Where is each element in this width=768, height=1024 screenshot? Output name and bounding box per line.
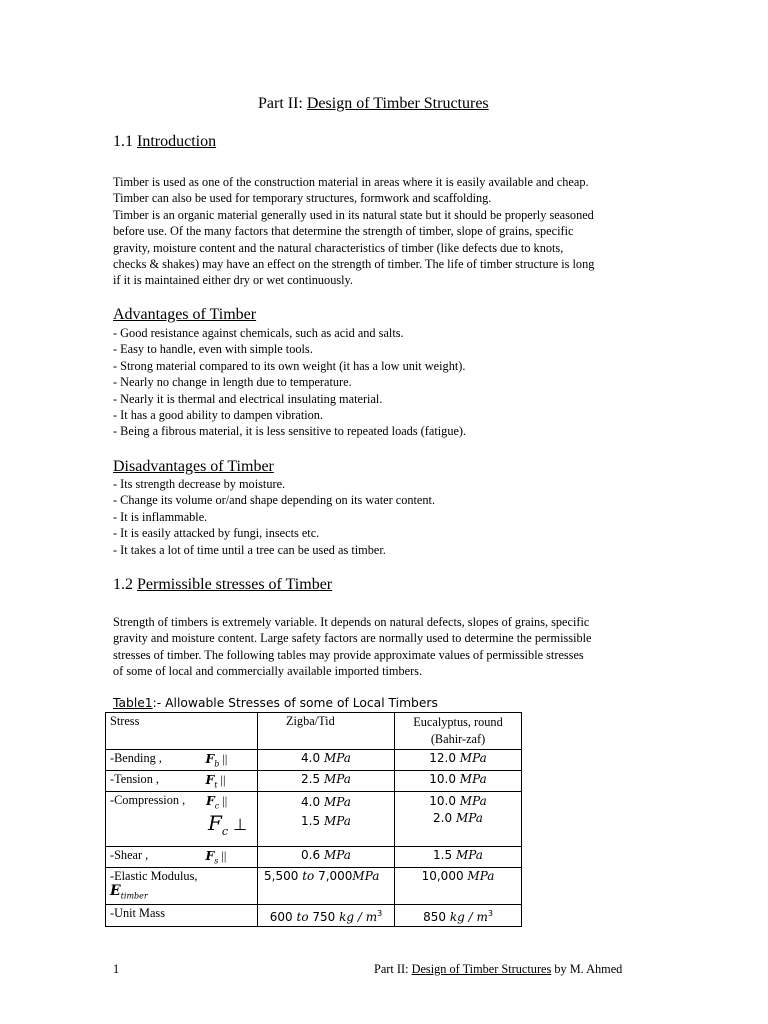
intro-line: before use. Of the many factors that determine the strength of timber, slope of grains, specific [113,224,574,239]
symbol-sub: t [214,780,218,790]
value-number: 10.0 [429,794,456,808]
value-number: 2.0 [433,811,453,825]
table-row [106,905,522,927]
intro-line: if it is maintained either dry or wet continuously. [113,273,353,288]
symbol-letter: F [206,793,215,808]
section-stresses-heading [113,576,332,594]
row-label [106,868,258,905]
symbol-letter: F [205,772,215,787]
value-number: 0.6 [301,848,321,862]
header-text: (Bahir-zaf) [430,732,486,746]
symbol-letter: E [110,883,121,899]
list-item: - Change its volume or/and shape depending on its water content. [113,493,436,508]
symbol-perpendicular [208,811,247,839]
symbol-relation: || [222,794,228,808]
stress-line: stresses of timber. The following tables may provide approximate values of permissible stresses [113,647,584,662]
header-text: Stress [110,714,140,728]
zigba-value [258,750,395,771]
value-number: 2.5 [301,772,321,786]
value-number: 10.0 [429,772,456,786]
table-row [106,750,522,771]
table-caption [113,696,438,710]
stress-line: Strength of timbers is extremely variable. It depends on natural defects, slopes of grains, specific [113,615,590,629]
advantages-list [113,325,466,440]
list-item: - Nearly it is thermal and electrical insulating material. [113,391,383,406]
table-header-row [106,713,522,750]
symbol [206,848,227,868]
row-label [106,771,258,792]
row-label [106,905,258,927]
title-prefix: Part II: [258,95,307,112]
symbol [206,751,228,771]
table-caption-text: :- Allowable Stresses of some of Local Timbers [152,696,438,710]
value-unit: MPa [459,794,487,808]
intro-line: Timber is an organic material generally used in its natural state but it should be properly seasoned [113,207,594,222]
page-title [258,95,489,113]
allowable-stresses-table [105,712,522,927]
value-unit: MPa [455,811,483,825]
row-label-text: -Shear , [110,848,149,862]
list-item: - Nearly no change in length due to temperature. [113,375,352,390]
stress-line: gravity and moisture content. Large safety factors are normally used to determine the permissible [113,631,592,646]
value-number: 1.5 [433,848,453,862]
value-unit: MPa [459,772,487,786]
title-main: Design of Timber Structures [306,95,489,112]
header-text: Zigba/Tid [286,714,335,728]
section-number: 1.2 [113,576,137,593]
value-unit: MPa [459,751,487,765]
intro-line: checks & shakes) may have an effect on the strength of timber. The life of timber structure is long [113,257,595,272]
row-label [106,750,258,771]
section-introduction-heading [113,133,216,151]
footer-suffix: by M. Ahmed [551,962,623,976]
list-item: - Easy to handle, even with simple tools. [113,342,313,357]
symbol-relation: || [220,773,226,787]
symbol-relation: || [221,849,227,863]
intro-line: Timber can also be used for temporary structures, formwork and scaffolding. [113,191,492,206]
intro-line: gravity, moisture content and the natural characteristics of timber (like defects due to knots, [113,240,564,255]
value-unit: kg / m [449,910,488,925]
symbol-relation: || [222,752,228,766]
row-label-text: -Tension , [110,772,160,786]
value-unit: MPa [323,751,351,765]
footer-title: Design of Timber Structures [411,962,552,976]
intro-line: Timber is used as one of the construction material in areas where it is easily available and cheap. [113,175,589,189]
value-to: to [302,869,315,883]
stress-line: of some of local and commercially available imported timbers. [113,664,423,679]
value-unit: kg / m [339,910,378,925]
zigba-value [258,868,395,905]
header-text: Eucalyptus, round [413,715,503,729]
value-unit: MPa [323,848,351,862]
intro-paragraph [113,174,656,289]
table-row [106,868,522,905]
symbol-letter: F [208,811,222,835]
footer-running-title [374,962,622,977]
list-item: - It is inflammable. [113,509,208,524]
symbol-sub: c [221,825,229,838]
value-to: to [296,910,309,925]
list-item: - It takes a lot of time until a tree can be used as timber. [113,542,386,557]
zigba-value [258,792,395,847]
disadvantages-heading: Disadvantages of Timber [113,458,274,475]
symbol-letter: F [205,848,215,863]
value-number: 10,000 [421,869,464,883]
row-label-text: -Unit Mass [110,906,165,921]
zigba-value [258,905,395,927]
value-number: 5,500 [264,869,299,883]
value-number: 750 [312,910,336,925]
row-label-text: -Compression , [110,793,186,807]
footer-page-number: 1 [113,962,120,976]
table-row [106,771,522,792]
table-row [106,847,522,868]
euc-value [395,771,522,792]
value-number: 600 [269,910,293,925]
zigba-value [258,771,395,792]
value-unit-exponent: 3 [377,909,383,919]
symbol [206,772,226,792]
section-number: 1.1 [113,133,137,150]
euc-value [395,868,522,905]
symbol-sub: timber [120,891,148,901]
symbol-letter: F [205,751,215,766]
symbol-sub: s [214,856,219,866]
euc-value [395,847,522,868]
disadvantages-list [113,476,435,558]
value-unit: MPa [323,772,351,786]
symbol-sub: b [214,759,220,769]
value-number: 12.0 [429,751,456,765]
euc-value [395,792,522,847]
value-number: 7,000 [318,869,353,883]
list-item: - Strong material compared to its own weight (it has a low unit weight). [113,358,466,373]
header-stress [106,713,258,750]
value-unit: MPa [455,848,483,862]
row-label-text: -Bending , [110,751,162,765]
value-number: 1.5 [301,814,321,828]
value-number: 850 [423,910,446,925]
value-unit: MPa [467,869,495,883]
table-row [106,792,522,847]
zigba-value [258,847,395,868]
euc-value [395,750,522,771]
symbol [110,884,253,903]
list-item: - It is easily attacked by fungi, insects etc. [113,526,320,541]
header-zigba [258,713,395,750]
footer-prefix: Part II: [374,962,412,976]
advantages-heading: Advantages of Timber [113,306,257,323]
row-label [106,792,258,847]
value-number: 4.0 [301,751,321,765]
list-item: - It has a good ability to dampen vibration. [113,408,324,423]
value-unit: MPa [352,869,380,883]
euc-value [395,905,522,927]
row-label-text: -Elastic Modulus, [110,869,198,883]
header-eucalyptus [395,713,522,750]
symbol-sub: c [214,801,220,811]
table-caption-label: Table1 [113,696,153,710]
symbol-relation: ⊥ [233,815,247,834]
value-number: 4.0 [301,795,321,809]
row-label [106,847,258,868]
stresses-paragraph [113,614,656,680]
section-title: Permissible stresses of Timber [137,576,333,593]
value-unit: MPa [323,795,351,809]
section-title: Introduction [137,133,217,150]
value-unit-exponent: 3 [487,909,493,919]
list-item: - Its strength decrease by moisture. [113,477,286,491]
value-unit: MPa [323,814,351,828]
list-item: - Being a fibrous material, it is less sensitive to repeated loads (fatigue). [113,424,467,439]
list-item: - Good resistance against chemicals, such as acid and salts. [113,326,404,340]
